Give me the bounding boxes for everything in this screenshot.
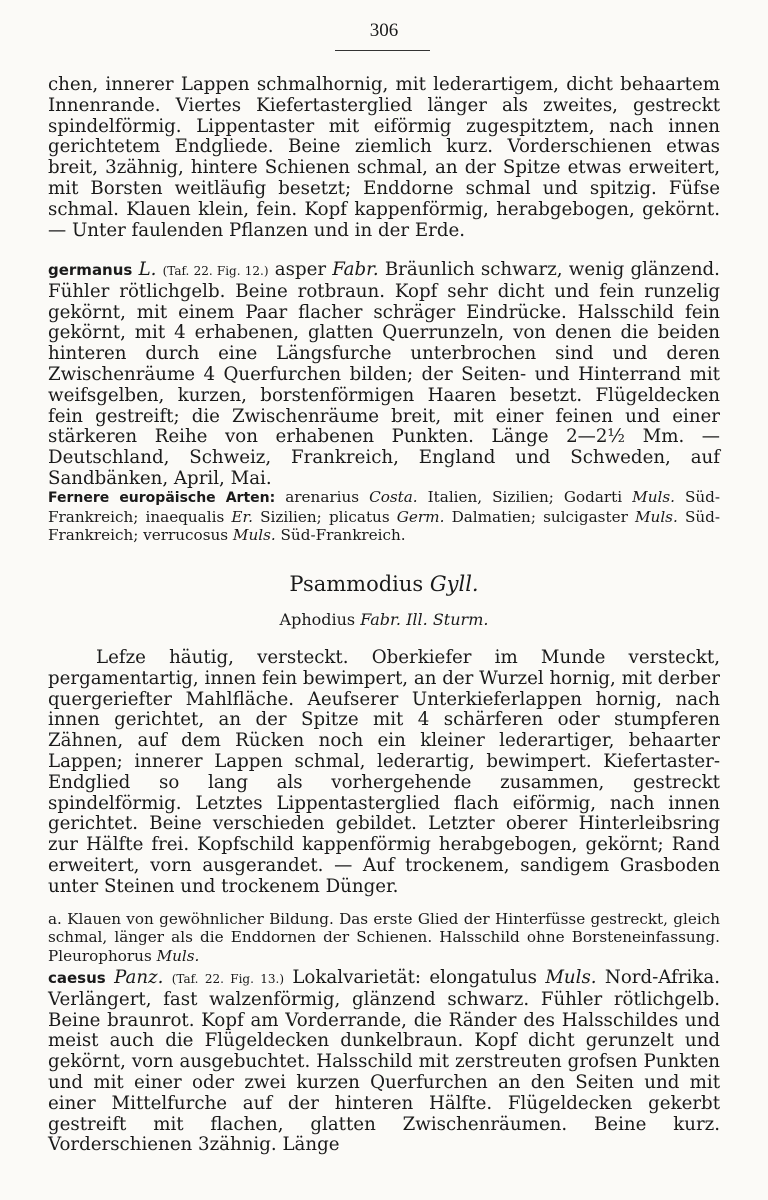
local-variety: Lokalvarietät: elongatulus <box>292 967 537 988</box>
genus-synonym <box>0 610 768 629</box>
species-ref: Sizilien; plicatus <box>260 507 390 526</box>
genus-heading <box>0 572 768 596</box>
author-ref: Germ. <box>396 507 445 526</box>
species-ref: Dalmatien; sulcigaster <box>451 507 628 526</box>
key-author: Muls. <box>156 946 200 965</box>
species-description: Verlängert, fast walzenförmig, glänzend schwarz. Fühler rötlichgelb. Beine braunrot. Kopf am Vorderrande, die Ränder des Halsschildes und meist auch die Flügeldecken dunkelbraun. Kopf dicht gerunzelt und gekörnt, vorn ausgebuchtet. Halsschild mit zerstreuten grofsen Punkten und mit einer oder zwei kurzen Querfurchen an den Seiten und mit einer Mittelfurche auf der hinteren Hälfte. Flügeldecken gekerbt gestreift mit flachen, glatten Zwischenräumen. Beine kurz. Vorderschienen 3zähnig. Länge <box>48 988 720 1156</box>
author-ref: Ill. <box>406 610 428 629</box>
figure-reference: (Taf. 22. Fig. 12.) <box>162 264 269 278</box>
page-number: 306 <box>369 20 399 41</box>
species-author: Panz. <box>114 967 164 988</box>
synonym-name: asper <box>274 259 327 280</box>
header-rule <box>335 50 430 51</box>
species-ref: arenarius <box>285 488 360 506</box>
author-ref: Sturm. <box>432 610 489 629</box>
species-ref: Süd-Frankreich. <box>280 526 406 545</box>
author-ref: Costa. <box>369 488 418 506</box>
other-species-heading: Fernere europäische Arten: <box>48 490 276 506</box>
species-description: Bräunlich schwarz, wenig glänzend. Fühler rötlichgelb. Beine rotbraun. Kopf sehr dicht und fein runzelig gekörnt, mit einem Paar flacher schräger Eindrücke. Halsschild fein gekörnt, mit 4 erhabenen, glatten Querrunzeln, von denen die beiden hinteren durch eine Längsfurche unterbrochen sind und deren Zwischenräume 4 Querfurchen bilden; der Seiten- und Hinterrand mit weifsgelben, kurzen, borstenförmigen Haaren besetzt. Flügeldecken fein gestreift; die Zwischenräume breit, mit einer feinen und einer stärkeren Reihe von erhabenen Punkten. Länge 2—2½ Mm. — Deutschland, Schweiz, Frankreich, England und Schweden, auf Sandbänken, April, Mai. <box>48 259 720 489</box>
genus-name: Psammodius <box>289 572 424 596</box>
synonym-genus: Aphodius <box>279 610 356 629</box>
species-name: caesus <box>48 969 106 987</box>
author-ref: Muls. <box>632 488 675 506</box>
species-name: germanus <box>48 261 133 279</box>
species-ref: Italien, Sizilien; Godarti <box>427 488 623 506</box>
figure-reference: (Taf. 22. Fig. 13.) <box>171 972 285 986</box>
species-ref: Süd-Frankreich; verrucosus <box>48 507 720 545</box>
genus-author: Gyll. <box>429 572 479 596</box>
local-variety-region: Nord-Afrika. <box>604 967 720 988</box>
author-ref: Fabr. <box>360 610 402 629</box>
species-caesus-paragraph <box>48 968 720 1156</box>
continuation-paragraph: chen, innerer Lappen schmalhornig, mit lederartigem, dicht behaartem Innenrande. Viertes Kiefertasterglied länger als zweites, gestreckt spindelförmig. Lippentaster mit eiförmig zugespitztem, nach innen gerichtetem Endgliede. Beine ziemlich kurz. Vorderschienen etwas breit, 3zähnig, hintere Schienen schmal, an der Spitze etwas erweitert, mit Borsten weitläufig besetzt; Enddorne schmal und spitzig. Füfse schmal. Klauen klein, fein. Kopf kappenförmig, herabgebogen, gekörnt. — Unter faulenden Pflanzen und in der Erde. <box>48 74 720 241</box>
species-author: L. <box>138 259 157 280</box>
author-ref: Muls. <box>634 507 678 526</box>
species-germanus-paragraph <box>48 260 720 490</box>
key-text: a. Klauen von gewöhnlicher Bildung. Das erste Glied der Hinterfüsse gestreckt, gleich schmal, länger als die Enddornen der Schienen. Halsschild ohne Borsteneinfassung. Pleurophorus <box>48 910 720 965</box>
local-variety-author: Muls. <box>545 967 597 988</box>
synonym-author: Fabr. <box>332 259 379 280</box>
other-species-paragraph <box>48 488 720 545</box>
species-ref: Süd-Frankreich; inaequalis <box>48 488 721 526</box>
genus-description: Lefze häutig, versteckt. Oberkiefer im Munde versteckt, pergamentartig, innen fein bewimpert, an der Wurzel hornig, mit derber quergeriefter Mahlfläche. Aeufserer Unterkieferlappen hornig, nach innen gerichtet, an der Spitze mit 4 schärferen oder stumpferen Zähnen, auf dem Rücken noch ein kleiner lederartiger, behaarter Lappen; innerer Lappen schmal, lederartig, bewimpert. Kiefertaster-Endglied so lang als vorhergehende zusammen, gestreckt spindelförmig. Letztes Lippentasterglied flach eiförmig, nach innen gerichtet. Beine verschieden gebildet. Letzter oberer Hinterleibsring zur Hälfte frei. Kopfschild kappenförmig herabgebogen, gekörnt; Rand erweitert, vorn ausgerandet. — Auf trockenem, sandigem Grasboden unter Steinen und trockenem Dünger. <box>48 647 720 897</box>
author-ref: Er. <box>231 507 253 526</box>
key-a-paragraph <box>48 910 720 965</box>
author-ref: Muls. <box>232 526 276 545</box>
